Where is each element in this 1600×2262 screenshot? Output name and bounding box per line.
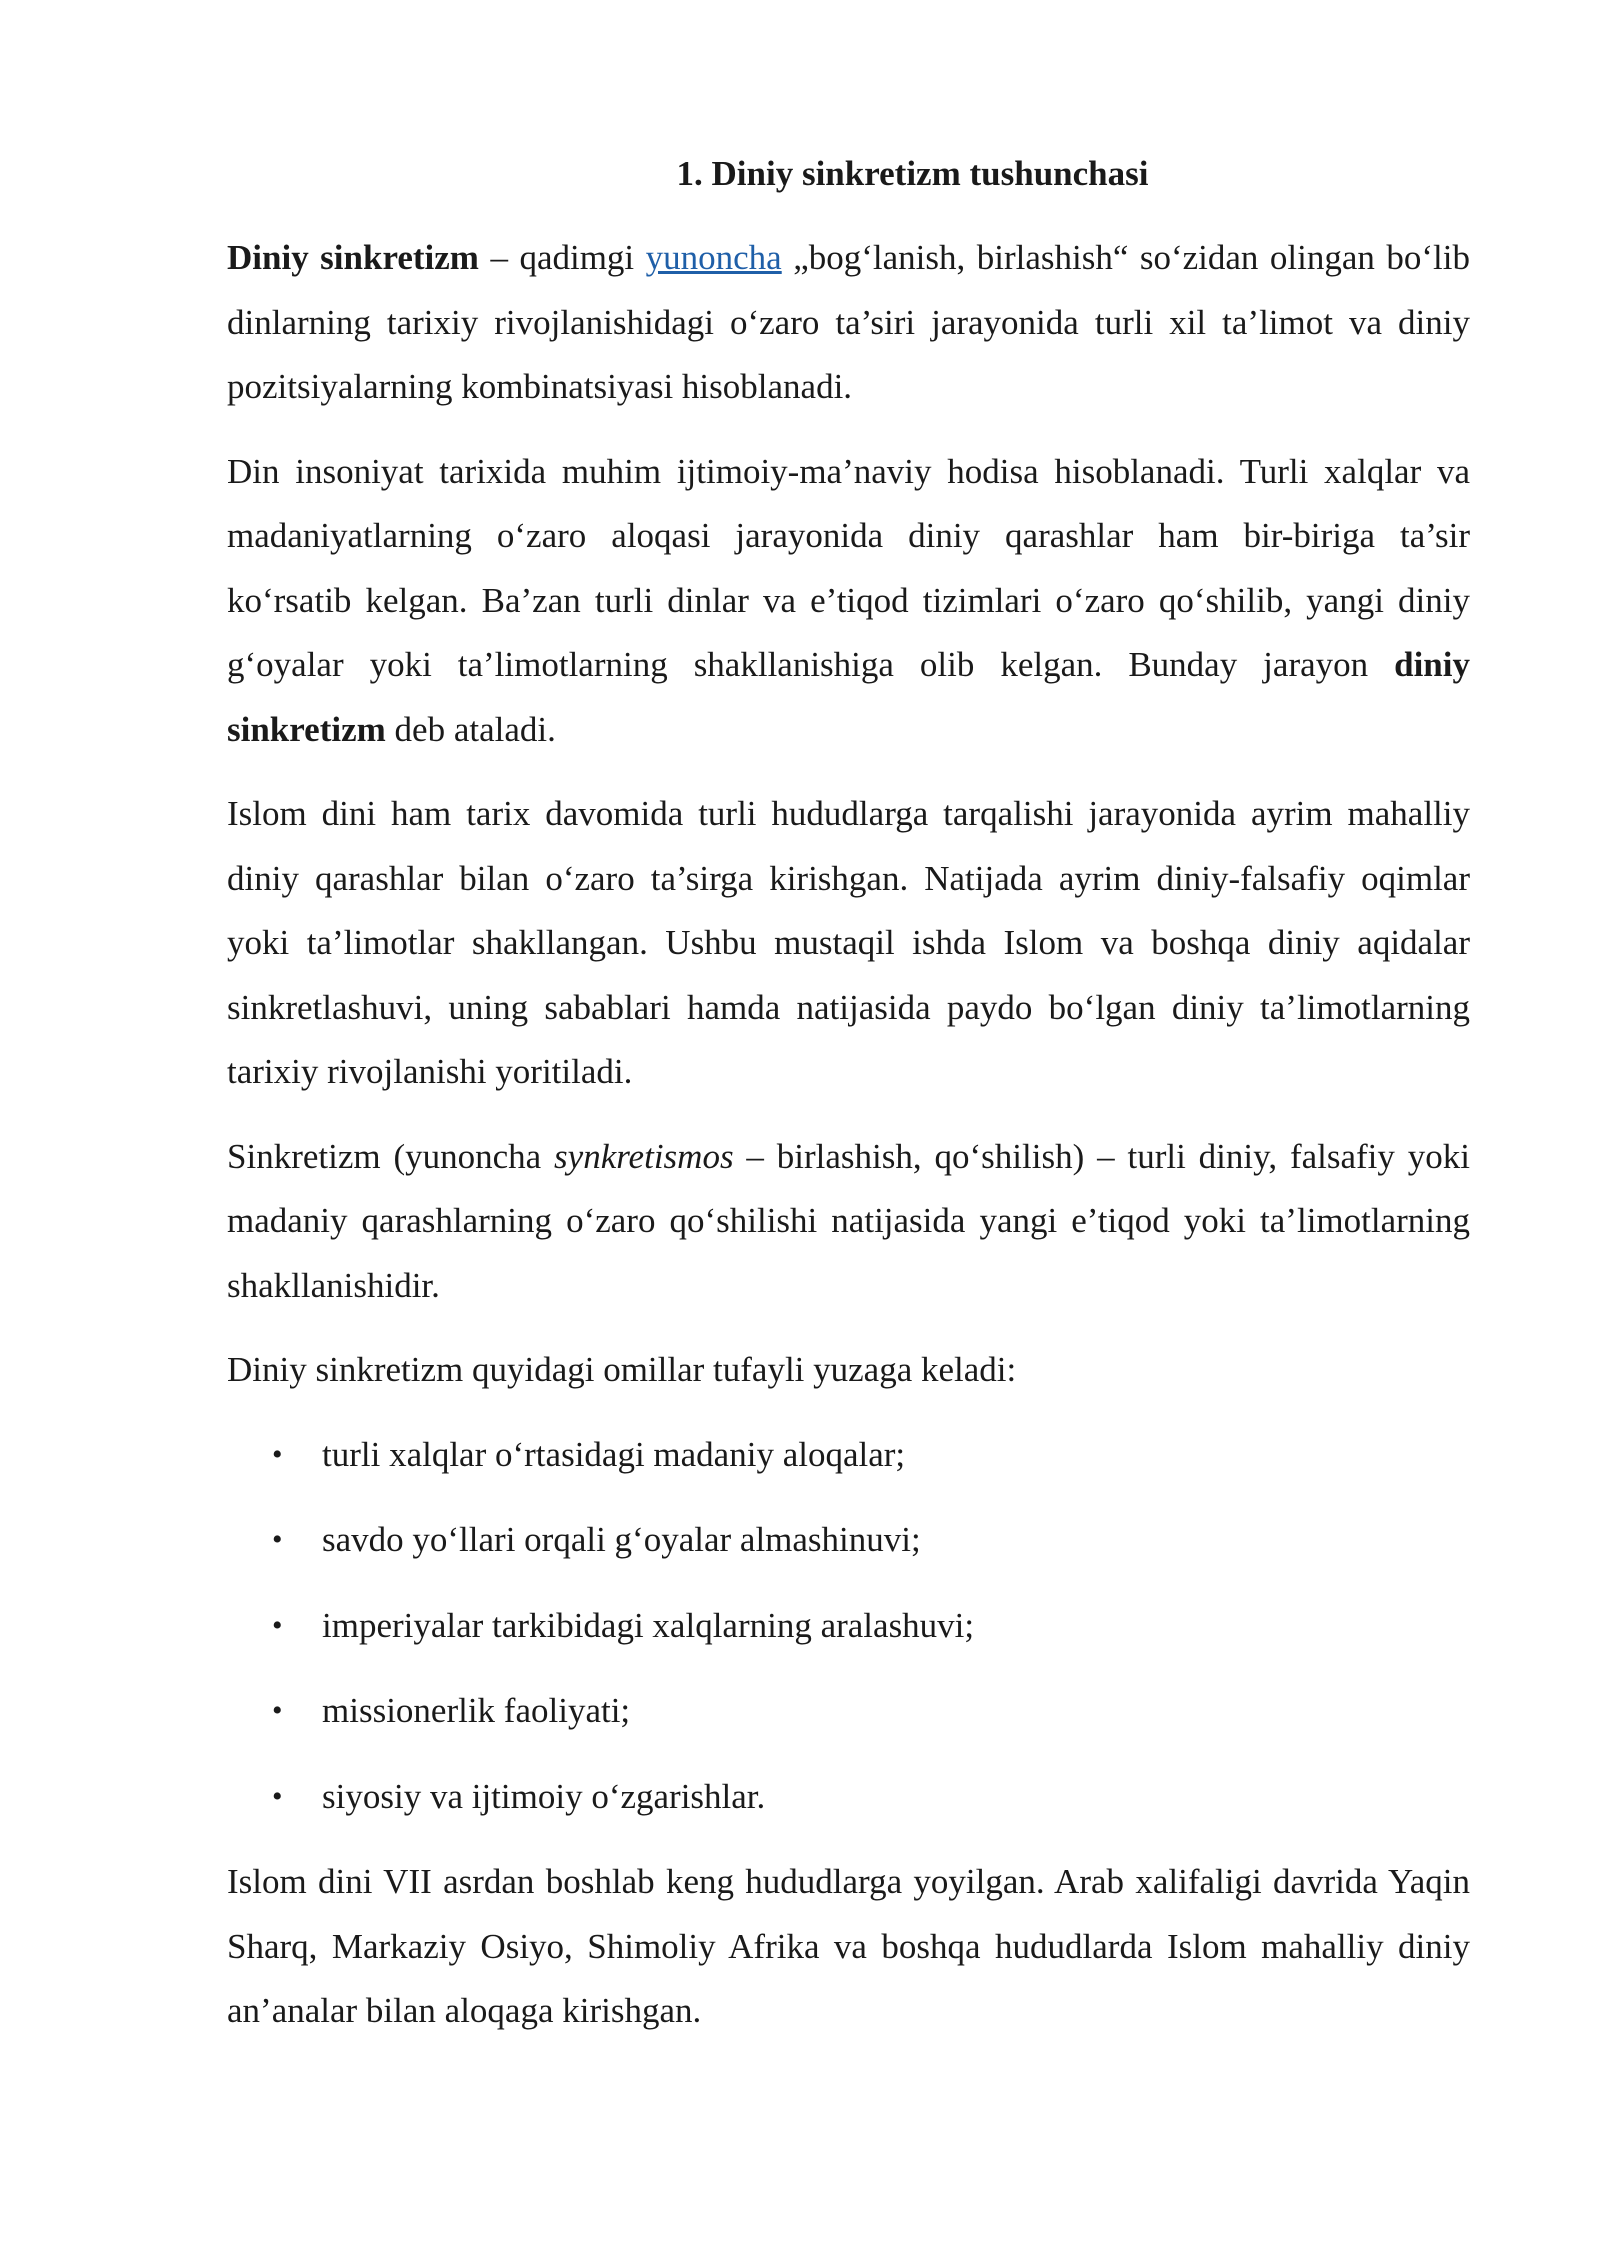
bold-term: diniy sinkretizm (227, 645, 1470, 749)
italic-term: synkretismos (554, 1136, 734, 1176)
text-run: „bog‘lanish, birlashish“ so‘zidan olingan bo‘lib dinlarning tarixiy rivojlanishidagi o‘zaro ta’siri jarayonida turli xil ta’limot va diniy pozitsiyalarning kombinatsiyasi hisoblanadi. (227, 238, 1470, 406)
list-item (227, 1765, 1470, 1830)
paragraph-sinkretizm-definition (227, 1125, 1470, 1319)
paragraph-islam: Islom dini ham tarix davomida turli hududlarga tarqalishi jarayonida ayrim mahalliy diniy qarashlar bilan o‘zaro ta’sirga kirishgan. Natijada ayrim diniy-falsafiy oqimlar yoki ta’limotlar shakllangan. Ushbu mustaqil ishda Islom va boshqa diniy aqidalar sinkretlashuvi, uning sabablari hamda natijasida paydo bo‘lgan diniy ta’limotlarning tarixiy rivojlanishi yoritiladi. (227, 794, 1470, 1091)
text-run: Sinkretizm (yunoncha (227, 1136, 555, 1176)
list-item (227, 1508, 1470, 1573)
list-item (227, 1679, 1470, 1744)
factors-list (227, 1423, 1470, 1830)
list-item-text: savdo yo‘llari orqali g‘oyalar almashinuvi; (322, 1520, 921, 1559)
text-run: – qadimgi (478, 238, 646, 277)
bullet-icon: • (272, 1523, 283, 1556)
bullet-icon: • (272, 1779, 283, 1813)
paragraph-list-intro: Diniy sinkretizm quyidagi omillar tufayli yuzaga keladi: (227, 1350, 1017, 1389)
text-run: – birlashish, qo‘shilish) – turli diniy, falsafiy yoki madaniy qarashlarning o‘zaro qo‘shilishi natijasida yangi e’tiqod yoki ta’limotlarning shakllanishidir. (227, 1136, 1470, 1305)
text-run: deb ataladi. (385, 709, 556, 749)
list-item (227, 1594, 1470, 1659)
paragraph-definition (227, 226, 1470, 420)
list-item-text: missionerlik faoliyati; (322, 1691, 631, 1730)
bullet-icon: • (272, 1694, 283, 1727)
yunoncha-link[interactable]: yunoncha (645, 238, 782, 277)
bullet-icon: • (272, 1437, 283, 1471)
section-heading: 1. Diniy sinkretizm tushunchasi (676, 154, 1149, 193)
paragraph-closing: Islom dini VII asrdan boshlab keng hududlarga yoyilgan. Arab xalifaligi davrida Yaqin Sharq, Markaziy Osiyo, Shimoliy Afrika va boshqa hududlarda Islom mahalliy diniy an’analar bilan aloqaga kirishgan. (227, 1862, 1470, 2030)
document-body (227, 148, 1470, 2064)
text-run: Din insoniyat tarixida muhim ijtimoiy-ma’naviy hodisa hisoblanadi. Turli xalqlar va madaniyatlarning o‘zaro aloqasi jarayonida diniy qarashlar ham bir-biriga ta’sir ko‘rsatib kelgan. Ba’zan turli dinlar va e’tiqod tizimlari o‘zaro qo‘shilib, yangi diniy g‘oyalar yoki ta’limotlarning shakllanishiga olib kelgan. Bunday jarayon (227, 451, 1470, 684)
list-item-text: turli xalqlar o‘rtasidagi madaniy aloqalar; (322, 1434, 906, 1474)
list-item (227, 1423, 1470, 1488)
bullet-icon: • (272, 1608, 283, 1642)
bold-term: Diniy sinkretizm (227, 238, 479, 277)
list-item-text: siyosiy va ijtimoiy o‘zgarishlar. (322, 1776, 766, 1816)
list-item-text: imperiyalar tarkibidagi xalqlarning aralashuvi; (322, 1605, 975, 1645)
paragraph-intro (227, 440, 1470, 763)
